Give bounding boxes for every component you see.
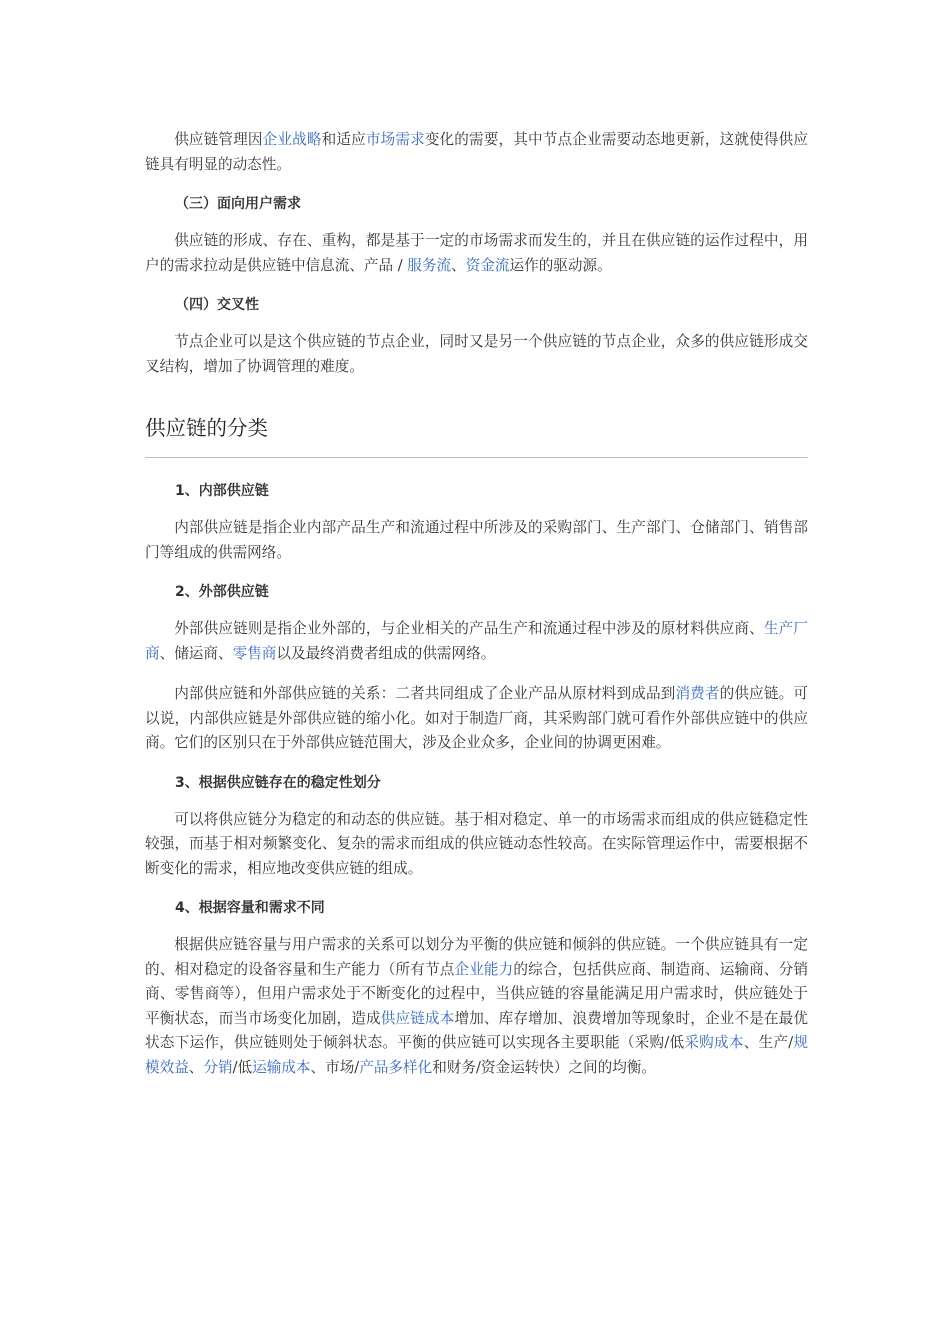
heading-capacity: 4、根据容量和需求不同 <box>175 900 325 916</box>
text-run: 和适应 <box>321 131 366 148</box>
link-distribution[interactable]: 分销 <box>203 1058 233 1076</box>
link-service-flow[interactable]: 服务流 <box>407 256 452 274</box>
link-product-diversity[interactable]: 产品多样化 <box>359 1058 433 1076</box>
heading-user-demand: （三）面向用户需求 <box>175 196 301 212</box>
link-enterprise-capability[interactable]: 企业能力 <box>454 960 514 978</box>
heading-external: 2、外部供应链 <box>175 584 269 600</box>
text-run: 的综合，包括供应商、制造商、运输商、分销商、零售商等），但用户需求处于不断变化的过程中，当供应链的容量能满足用户需求时，供应链处于平衡状态，而当市场变化加剧，造成 <box>145 960 808 1027</box>
paragraph-dynamic <box>145 128 808 177</box>
text-run: 供应链的形成、存在、重构，都是基于一定的市场需求而发生的，并且在供应链的运作过程中，用户的需求拉动是供应链中信息流、产品 / <box>145 232 808 274</box>
link-market-demand[interactable]: 市场需求 <box>365 131 425 148</box>
text-run: 运作的驱动源。 <box>509 256 612 274</box>
section-title: 供应链的分类 <box>145 413 808 458</box>
paragraph-internal: 内部供应链是指企业内部产品生产和流通过程中所涉及的采购部门、生产部门、仓储部门、销售部门等组成的供需网络。 <box>145 519 808 561</box>
text-run: 和财务/资金运转快）之间的均衡。 <box>432 1058 657 1076</box>
text-run: 、生产/ <box>743 1034 794 1051</box>
text-run: /低 <box>232 1058 253 1076</box>
paragraph-relation <box>145 682 808 756</box>
text-run: 、储运商、 <box>159 644 233 662</box>
text-run: 外部供应链则是指企业外部的，与企业相关的产品生产和流通过程中涉及的原材料供应商、 <box>174 620 764 637</box>
text-run: 供应链管理因 <box>174 131 263 148</box>
text-run: 内部供应链和外部供应链的关系：二者共同组成了企业产品从原材料到成品到 <box>174 685 676 702</box>
link-supply-chain-cost[interactable]: 供应链成本 <box>380 1009 455 1027</box>
text-run: 、 <box>188 1058 204 1076</box>
link-economies-of-scale[interactable]: 规模效益 <box>145 1034 808 1076</box>
paragraph-user-demand <box>145 229 808 278</box>
text-run: 、 <box>451 256 466 274</box>
paragraph-capacity <box>145 933 808 1080</box>
document-body <box>145 128 808 1080</box>
paragraph-cross: 节点企业可以是这个供应链的节点企业，同时又是另一个供应链的节点企业，众多的供应链形成交叉结构，增加了协调管理的难度。 <box>145 333 808 375</box>
link-retailer[interactable]: 零售商 <box>232 644 277 662</box>
paragraph-external <box>145 617 808 666</box>
link-purchase-cost[interactable]: 采购成本 <box>684 1034 744 1051</box>
heading-internal: 1、内部供应链 <box>175 483 269 499</box>
text-run: 的供应链。可以说，内部供应链是外部供应链的缩小化。如对于制造厂商，其采购部门就可看作外部供应链中的供应商。它们的区别只在于外部供应链范围大，涉及企业众多，企业间的协调更困难。 <box>145 685 808 751</box>
link-enterprise-strategy[interactable]: 企业战略 <box>262 131 322 148</box>
text-run: 以及最终消费者组成的供需网络。 <box>276 644 496 662</box>
link-consumer[interactable]: 消费者 <box>675 685 720 702</box>
link-transport-cost[interactable]: 运输成本 <box>252 1058 311 1076</box>
text-run: 、市场/ <box>310 1058 360 1076</box>
text-run: 根据供应链容量与用户需求的关系可以划分为平衡的供应链和倾斜的供应链。一个供应链具有一定的、相对稳定的设备容量和生产能力（所有节点 <box>145 936 808 978</box>
heading-cross: （四）交叉性 <box>175 297 259 313</box>
link-manufacturer[interactable]: 生产厂商 <box>145 620 808 662</box>
paragraph-stability: 可以将供应链分为稳定的和动态的供应链。基于相对稳定、单一的市场需求而组成的供应链稳定性较强，而基于相对频繁变化、复杂的需求而组成的供应链动态性较高。在实际管理运作中，需要根据不断变化的需求，相应地改变供应链的组成。 <box>145 810 808 877</box>
text-run: 增加、库存增加、浪费增加等现象时，企业不是在最优状态下运作，供应链则处于倾斜状态。平衡的供应链可以实现各主要职能（采购/低 <box>145 1009 808 1051</box>
text-run: 变化的需要，其中节点企业需要动态地更新，这就使得供应链具有明显的动态性。 <box>145 131 808 173</box>
link-capital-flow[interactable]: 资金流 <box>465 256 510 274</box>
heading-stability: 3、根据供应链存在的稳定性划分 <box>175 774 381 791</box>
